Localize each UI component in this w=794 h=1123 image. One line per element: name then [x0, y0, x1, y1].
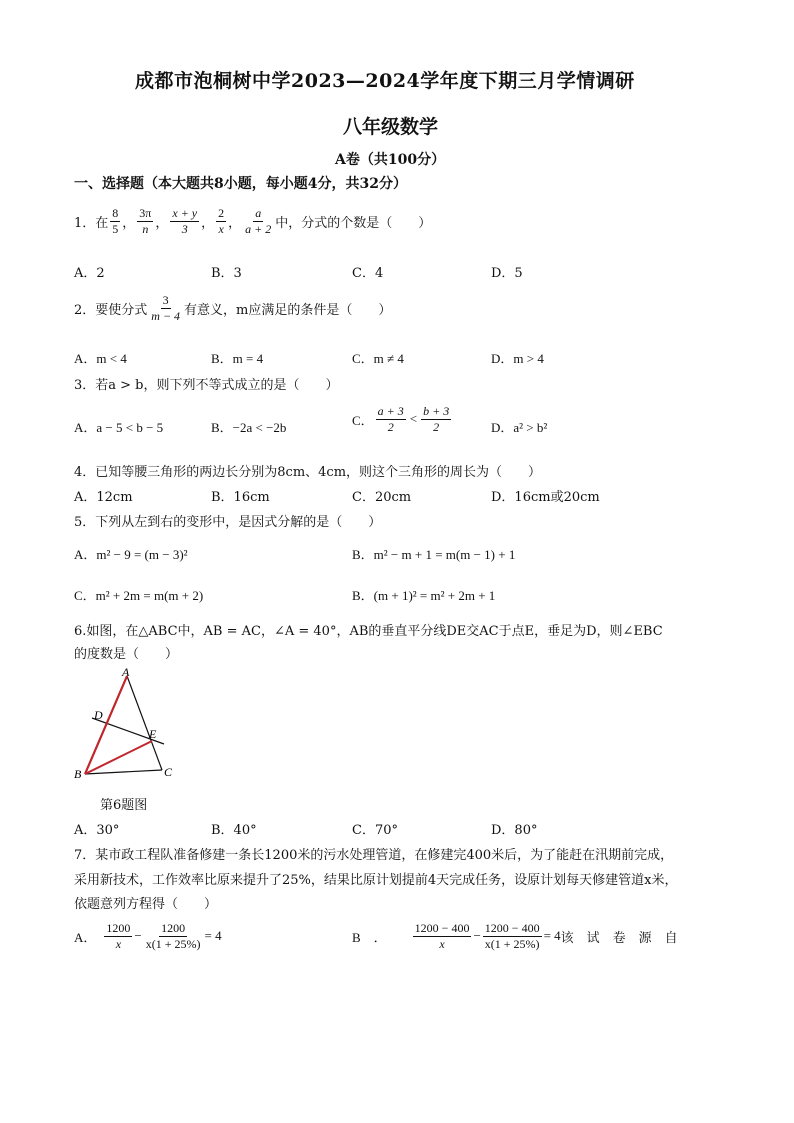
q2-option-b: B．m = 4	[211, 351, 264, 366]
q1-option-c: C．4	[352, 266, 384, 281]
label-c: C	[164, 765, 173, 779]
q4-option-d: D．16cm或20cm	[491, 490, 600, 505]
section-heading: 一、选择题（本大题共8小题，每小题4分，共32分）	[74, 176, 407, 192]
q3-option-c: C． $\frac{a + 3}{2}$ < $\frac{b + 3}{2}$	[352, 404, 450, 434]
q2-suffix: 有意义，m应满足的条件是（ ）	[184, 302, 392, 318]
label-d: D	[94, 708, 103, 722]
figure-caption: 第6题图	[100, 798, 148, 813]
label-a: A	[122, 665, 130, 679]
question-7-line2: 采用新技术，工作效率比原来提升了25%，结果比原计划提前4天完成任务，设原计划每天修建管道x米，	[74, 873, 678, 888]
q2-option-c: C．m ≠ 4	[352, 351, 404, 366]
q2-prefix: 2．要使分式	[74, 302, 148, 318]
segment-bc	[85, 770, 162, 774]
paper-section: A卷（共100分）	[335, 152, 446, 168]
q6-option-b: B．40°	[211, 823, 257, 838]
q4-option-a: A．12cm	[74, 490, 133, 505]
q7-opta-frac2: $\frac{1200}{x(1 + 25\%)}$	[145, 921, 201, 951]
page-title: 成都市泡桐树中学2023—2024学年度下期三月学情调研	[135, 70, 635, 92]
q1-option-d: D．5	[491, 266, 523, 281]
q6-option-d: D．80°	[491, 823, 538, 838]
q2-option-a: A．m < 4	[74, 351, 127, 366]
q1-frac-2: $\frac{3\pi}{n}$	[139, 206, 152, 236]
question-6-line1: 6.如图，在△ABC中，AB = AC，∠A = 40°，AB的垂直平分线DE交AC于点E，垂足为D，则∠EBC	[74, 624, 663, 639]
q4-option-c: C．20cm	[352, 490, 412, 505]
q3-option-b: B．−2a < −2b	[211, 420, 287, 435]
q7-option-b: B ． $\frac{1200 - 400}{x}$ − $\frac{1200 - 400}{x(1 + 25\%)}$ = 4 该 试 卷 源 自	[352, 921, 678, 951]
q6-option-a: A．30°	[74, 823, 120, 838]
question-1: 1．在 $\frac{8}{5}$ ， $\frac{3\pi}{n}$ ， $\frac{x + y}{3}$ ， $\frac{2}{x}$ ， $\frac{a}{a + 2}$ 中，分式的个数是（ ）	[74, 206, 432, 236]
q1-option-b: B．3	[211, 266, 242, 281]
q7-option-a: A． $\frac{1200}{x}$ − $\frac{1200}{x(1 + 25\%)}$ = 4	[74, 921, 222, 951]
q5-option-d: B．(m + 1)² = m² + 2m + 1	[352, 588, 496, 603]
question-3: 3．若a > b，则下列不等式成立的是（ ）	[74, 378, 339, 393]
q7-optb-frac2: $\frac{1200 - 400}{x(1 + 25\%)}$	[484, 921, 540, 951]
question-7-line3: 依题意列方程得（ ）	[74, 897, 218, 912]
q5-option-b: B．m² − m + 1 = m(m − 1) + 1	[352, 547, 516, 562]
q1-frac-5: $\frac{a}{a + 2}$	[245, 206, 272, 236]
q1-frac-1: $\frac{8}{5}$	[112, 206, 119, 236]
question-5: 5．下列从左到右的变形中，是因式分解的是（ ）	[74, 515, 382, 530]
question-2	[74, 294, 391, 322]
q1-frac-3: $\frac{x + y}{3}$	[172, 206, 198, 236]
label-b: B	[74, 767, 82, 781]
q5-option-c: C．m² + 2m = m(m + 2)	[74, 588, 204, 603]
q6-option-c: C．70°	[352, 823, 398, 838]
q4-option-b: B．16cm	[211, 490, 270, 505]
segment-ab	[85, 676, 127, 774]
q3-option-d: D．a² > b²	[491, 420, 548, 435]
q7-opta-frac1: $\frac{1200}{x}$	[106, 921, 131, 951]
question-6-line2: 的度数是（ ）	[74, 647, 179, 662]
q1-frac-4: $\frac{2}{x}$	[218, 206, 225, 236]
q3-optc-right: $\frac{b + 3}{2}$	[423, 404, 450, 434]
q6-triangle-figure	[72, 664, 182, 784]
q2-option-d: D．m > 4	[491, 351, 544, 366]
q5-option-a: A．m² − 9 = (m − 3)²	[74, 547, 188, 562]
q1-option-a: A．2	[74, 266, 105, 281]
segment-ac	[127, 676, 162, 770]
q3-optc-left: $\frac{a + 3}{2}$	[377, 404, 404, 434]
question-4: 4．已知等腰三角形的两边长分别为8cm、4cm，则这个三角形的周长为（ ）	[74, 465, 542, 480]
q3-option-a: A．a − 5 < b − 5	[74, 420, 164, 435]
question-7-line1: 7．某市政工程队准备修建一条长1200米的污水处理管道，在修建完400米后，为了能赶在汛期前完成，	[74, 848, 674, 863]
page-subtitle: 八年级数学	[343, 116, 439, 138]
q1-suffix: 中，分式的个数是（ ）	[275, 215, 432, 231]
q2-frac: $\frac{3}{m - 4}$	[151, 293, 181, 323]
q1-prefix: 1．在	[74, 215, 109, 231]
segment-be	[85, 741, 152, 774]
label-e: E	[149, 727, 157, 741]
q7-optb-tail: 该 试 卷 源 自	[560, 929, 678, 945]
q7-optb-frac1: $\frac{1200 - 400}{x}$	[414, 921, 470, 951]
